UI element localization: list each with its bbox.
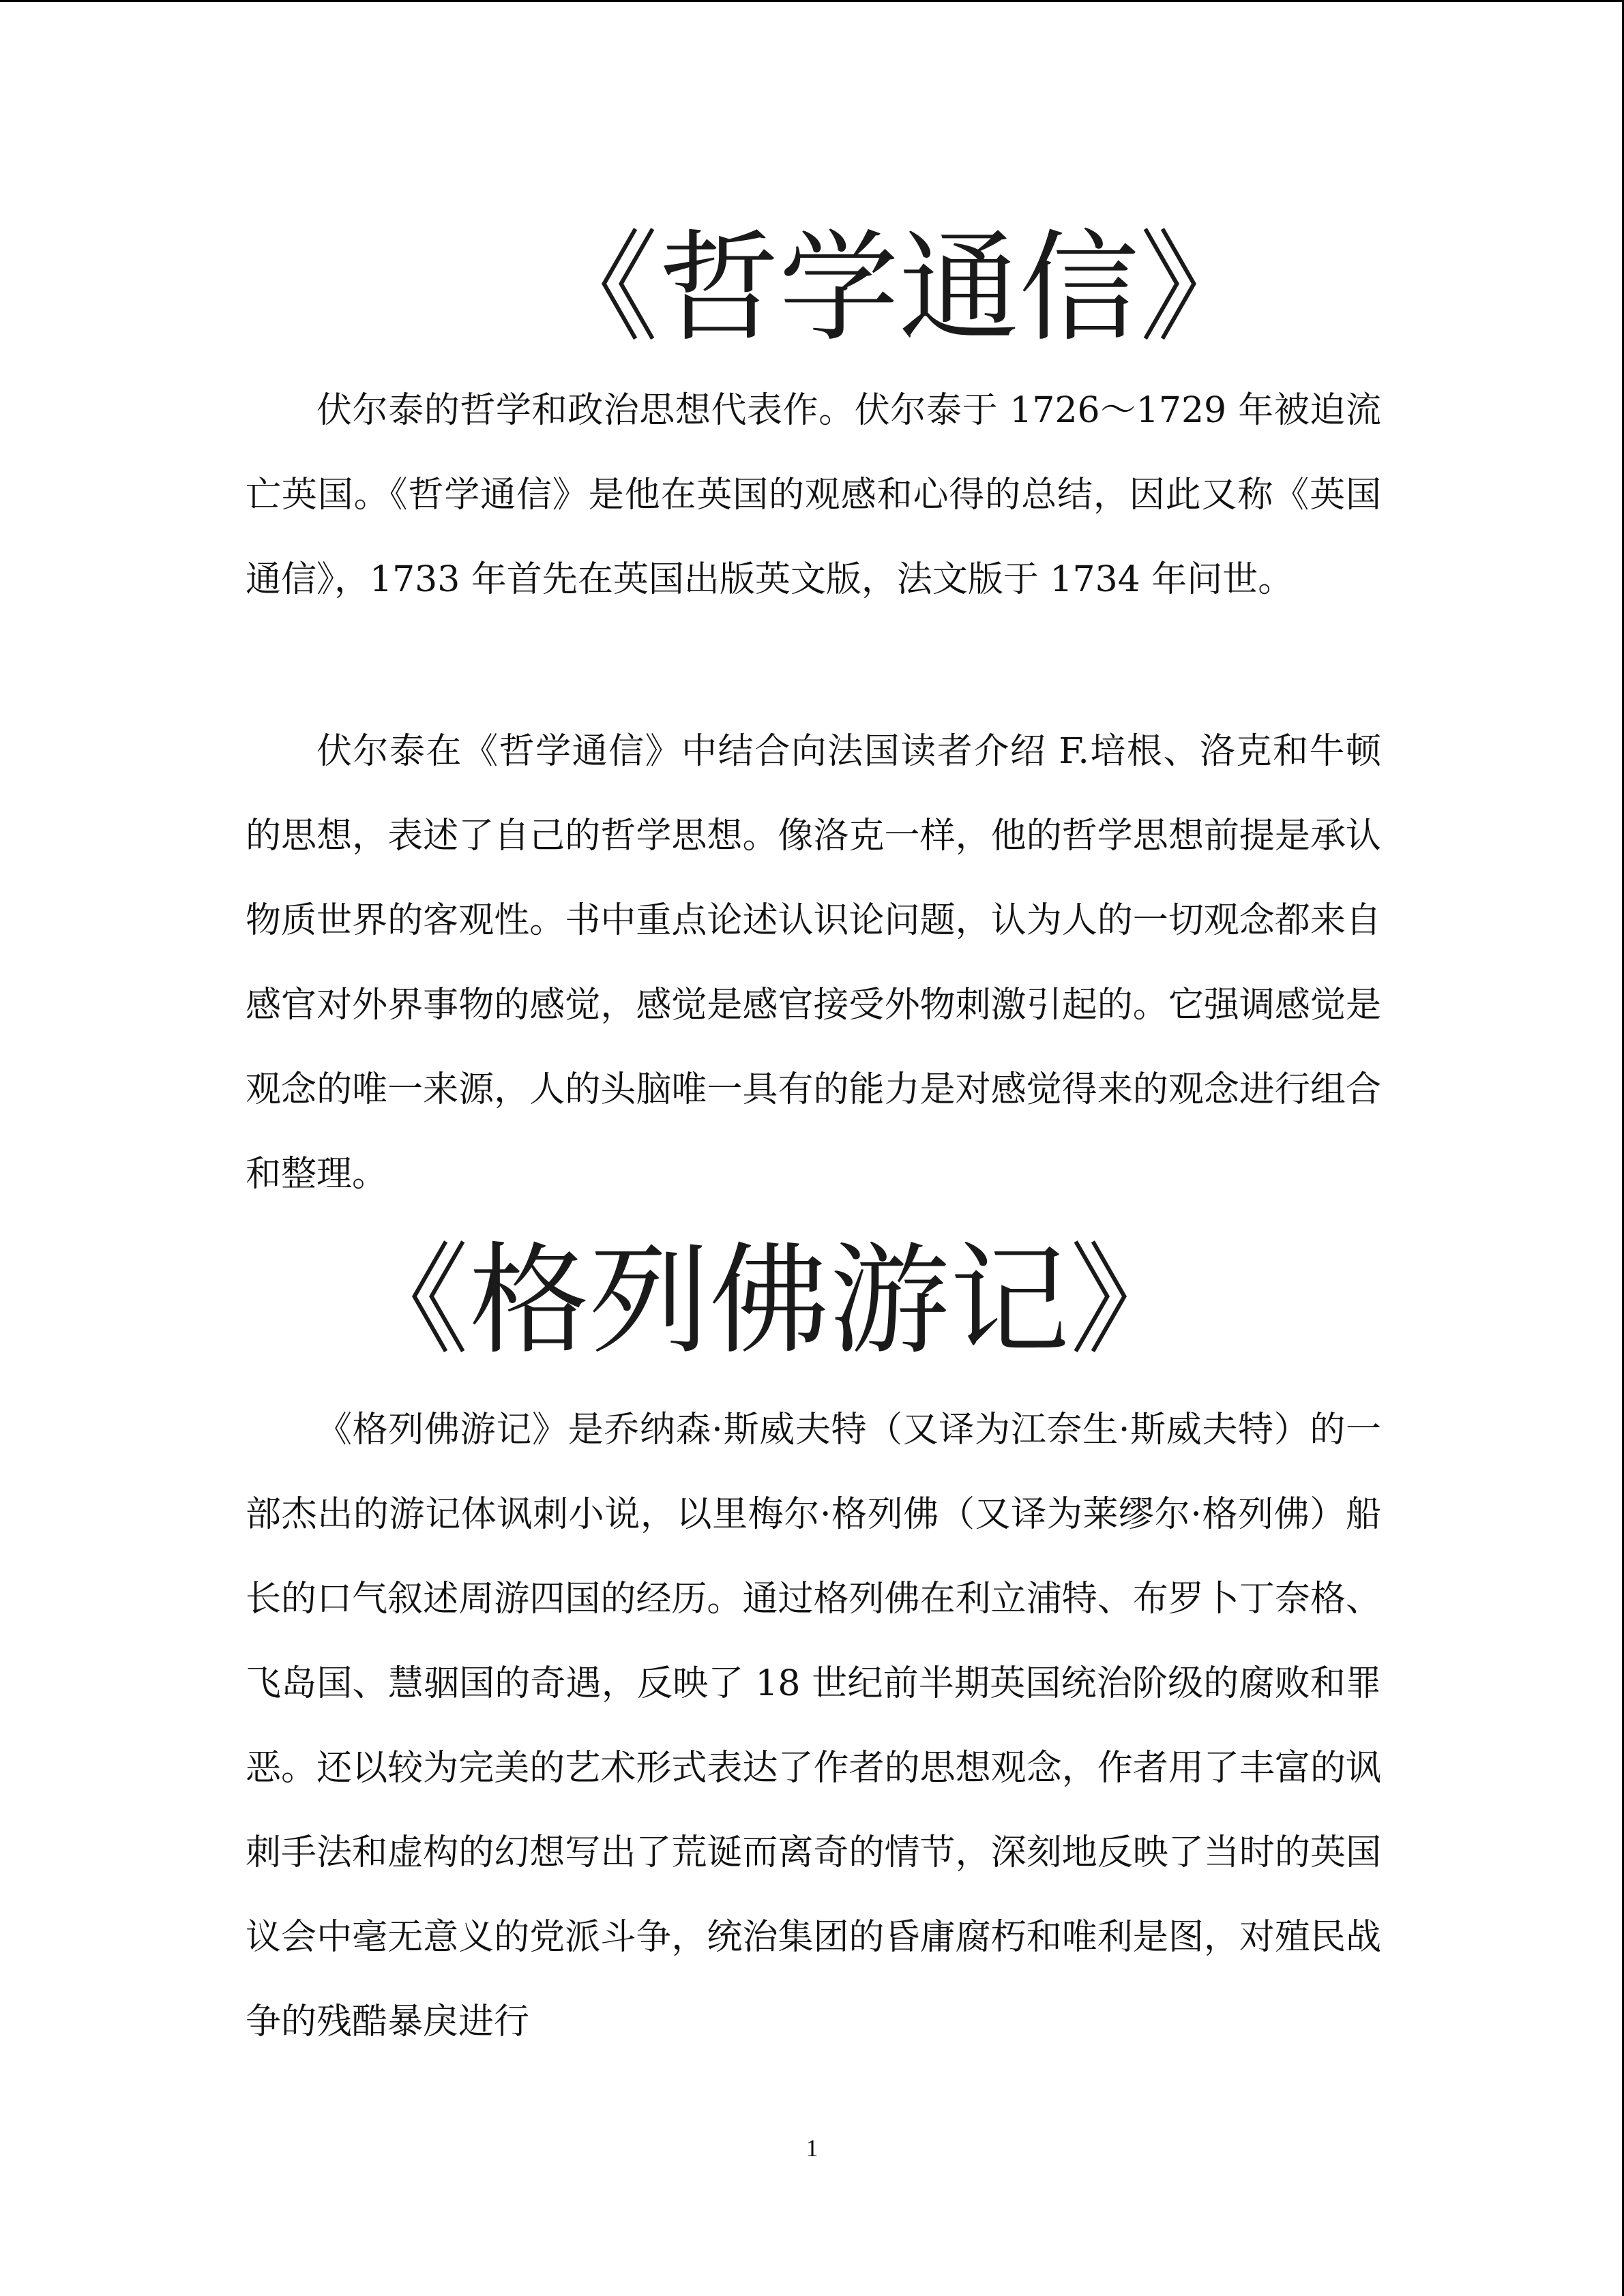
paragraph-philosophical-letters-intro: 伏尔泰的哲学和政治思想代表作。伏尔泰于 1726～1729 年被迫流亡英国。《哲学通信》是他在英国的观感和心得的总结，因此又称《英国通信》，1733 年首先在英国出版英文版，法文版于 1734 年问世。: [246, 390, 1381, 600]
page-number: 1: [806, 2134, 818, 2162]
page-border-top: [0, 0, 1624, 2]
section-title-philosophical-letters: 《哲学通信》: [539, 218, 1260, 358]
section-title-gullivers-travels: 《格列佛游记》: [349, 1231, 1190, 1371]
paragraph-gullivers-travels-intro: 《格列佛游记》是乔纳森·斯威夫特（又译为江奈生·斯威夫特）的一部杰出的游记体讽刺小说，以里梅尔·格列佛（又译为莱缪尔·格列佛）船长的口气叙述周游四国的经历。通过格列佛在利立浦特、布罗卜丁奈格、飞岛国、慧骃国的奇遇，反映了 18 世纪前半期英国统治阶级的腐败和罪恶。还以较为完美的艺术形式表达了作者的思想观念，作者用了丰富的讽刺手法和虚构的幻想写出了荒诞而离奇的情节，深刻地反映了当时的英国议会中毫无意义的党派斗争，统治集团的昏庸腐朽和唯利是图，对殖民战争的残酷暴戾进行: [246, 1410, 1381, 2042]
paragraph-philosophical-letters-content: 伏尔泰在《哲学通信》中结合向法国读者介绍 F.培根、洛克和牛顿的思想，表述了自己的哲学思想。像洛克一样，他的哲学思想前提是承认物质世界的客观性。书中重点论述认识论问题，认为人的一切观念都来自感官对外界事物的感觉，感觉是感官接受外物刺激引起的。它强调感觉是观念的唯一来源，人的头脑唯一具有的能力是对感觉得来的观念进行组合和整理。: [246, 731, 1381, 1195]
